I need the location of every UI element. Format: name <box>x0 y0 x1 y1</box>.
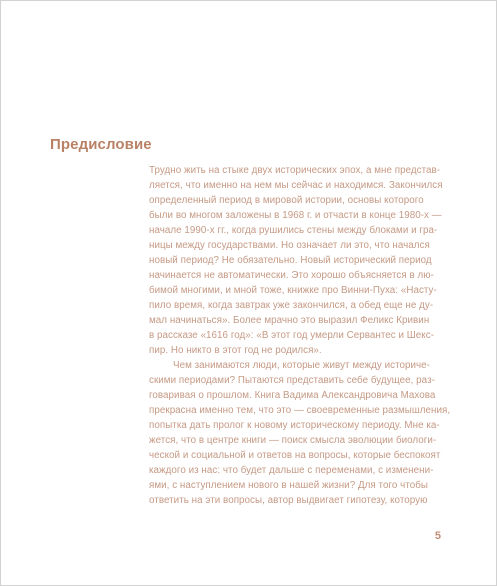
text-line: жется, что в центре книги — поиск смысла эволюции биологи- <box>149 435 437 446</box>
text-line: начинается не автоматически. Это хорошо объясняется в лю- <box>149 270 434 281</box>
paragraph-1 <box>149 163 443 358</box>
text-line: скими периодами? Пытаются представить себе будущее, раз- <box>149 375 435 386</box>
text-line: ницы между государствами. Но означает ли это, что начался <box>149 240 430 251</box>
text-line: в рассказе «1616 год»: «В этот год умерли Сервантес и Шекс- <box>149 330 435 341</box>
text-line: бимой многими, и мной тоже, книжке про Винни-Пуха: «Насту- <box>149 285 437 296</box>
text-line: Чем занимаются люди, которые живут между историче- <box>173 360 430 371</box>
text-line: пило время, когда завтрак уже закончился, а обед еще не ду- <box>149 300 434 311</box>
text-line: мал начинаться». Более мрачно это выразил Феликс Кривин <box>149 315 430 326</box>
text-line: ответить на эти вопросы, автор выдвигает гипотезу, которую <box>149 495 428 506</box>
page-number: 5 <box>434 530 441 542</box>
text-line: ями, с наступлением нового в нашей жизни? Для того чтобы <box>149 480 428 491</box>
body-text <box>149 163 451 508</box>
text-line: попытка дать пролог к новому историческому периоду. Мне ка- <box>149 420 440 431</box>
text-line: новый период? Не обязательно. Новый исторический период <box>149 255 432 266</box>
text-line: пир. Но никто в этот год не родился». <box>149 345 322 356</box>
section-heading: Предисловие <box>50 136 152 153</box>
text-line: ческой и социальной и ответов на вопросы, которые беспокоят <box>149 450 441 461</box>
text-line: Трудно жить на стыке двух исторических эпох, а мне представ- <box>149 165 441 176</box>
text-line: ляется, что именно на нем мы сейчас и находимся. Закончился <box>149 180 443 191</box>
text-line: говаривая о прошлом. Книга Вадима Александровича Махова <box>149 390 436 401</box>
text-line: определенный период в мировой истории, основы которого <box>149 195 424 206</box>
text-line: каждого из нас: что будет дальше с переменами, с изменени- <box>149 465 434 476</box>
text-line: начале 1990-х гг., когда рушились стены между блоками и гра- <box>149 225 438 236</box>
text-line: были во многом заложены в 1968 г. и отчасти в конце 1980-х — <box>149 210 442 221</box>
paragraph-2 <box>149 358 451 508</box>
text-line: прекрасна именно тем, что это — своевременные размышления, <box>149 405 451 416</box>
